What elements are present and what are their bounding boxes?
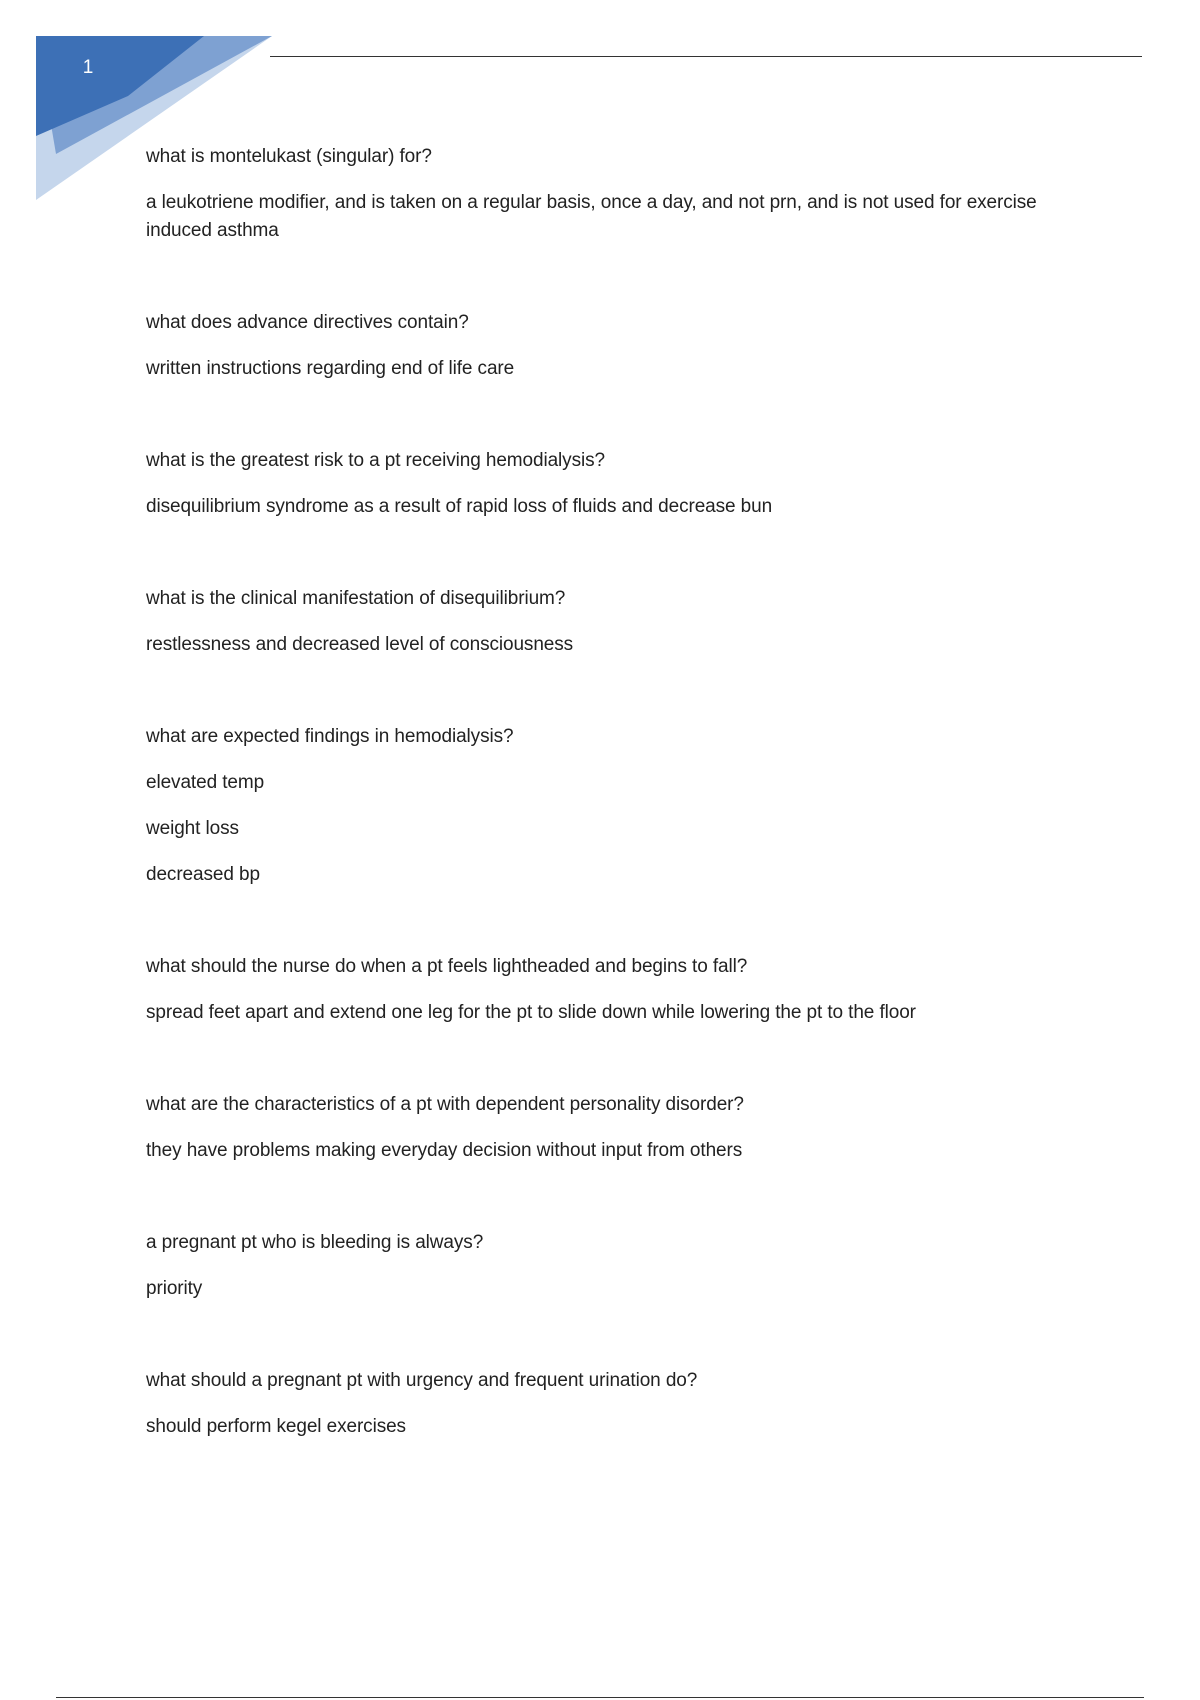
answer-text: restlessness and decreased level of consciousness bbox=[146, 634, 574, 655]
page-number: 1 bbox=[82, 57, 94, 78]
qa-block bbox=[146, 309, 1046, 383]
qa-block bbox=[146, 1091, 1046, 1165]
answer-text: elevated temp bbox=[146, 772, 265, 793]
question-text: what are expected findings in hemodialysis? bbox=[146, 726, 514, 747]
answer-text: a leukotriene modifier, and is taken on a regular basis, once a day, and not prn, and is not used for exercise induced asthma bbox=[146, 192, 1037, 241]
question-text: what does advance directives contain? bbox=[146, 312, 469, 333]
qa-block bbox=[146, 143, 1046, 245]
question-text: what is montelukast (singular) for? bbox=[146, 146, 432, 167]
header-rule bbox=[270, 56, 1142, 57]
answer-text: disequilibrium syndrome as a result of rapid loss of fluids and decrease bun bbox=[146, 496, 773, 517]
answer-text: written instructions regarding end of life care bbox=[146, 358, 515, 379]
question-text: what should a pregnant pt with urgency and frequent urination do? bbox=[146, 1370, 698, 1391]
qa-block bbox=[146, 723, 1046, 889]
qa-block bbox=[146, 1229, 1046, 1303]
answer-text: decreased bp bbox=[146, 864, 260, 885]
answer-text: they have problems making everyday decision without input from others bbox=[146, 1140, 743, 1161]
qa-block bbox=[146, 1367, 1046, 1441]
question-text: what is the greatest risk to a pt receiving hemodialysis? bbox=[146, 450, 605, 471]
question-text: what are the characteristics of a pt with dependent personality disorder? bbox=[146, 1094, 744, 1115]
question-text: a pregnant pt who is bleeding is always? bbox=[146, 1232, 484, 1253]
answer-text: weight loss bbox=[146, 818, 239, 839]
qa-block bbox=[146, 585, 1046, 659]
qa-block bbox=[146, 953, 1046, 1027]
question-text: what is the clinical manifestation of disequilibrium? bbox=[146, 588, 566, 609]
qa-content bbox=[146, 143, 1046, 1441]
question-text: what should the nurse do when a pt feels lightheaded and begins to fall? bbox=[146, 956, 748, 977]
qa-block bbox=[146, 447, 1046, 521]
footer-rule bbox=[56, 1697, 1144, 1698]
answer-text: spread feet apart and extend one leg for the pt to slide down while lowering the pt to the floor bbox=[146, 1002, 916, 1023]
answer-text: priority bbox=[146, 1278, 203, 1299]
answer-text: should perform kegel exercises bbox=[146, 1416, 406, 1437]
